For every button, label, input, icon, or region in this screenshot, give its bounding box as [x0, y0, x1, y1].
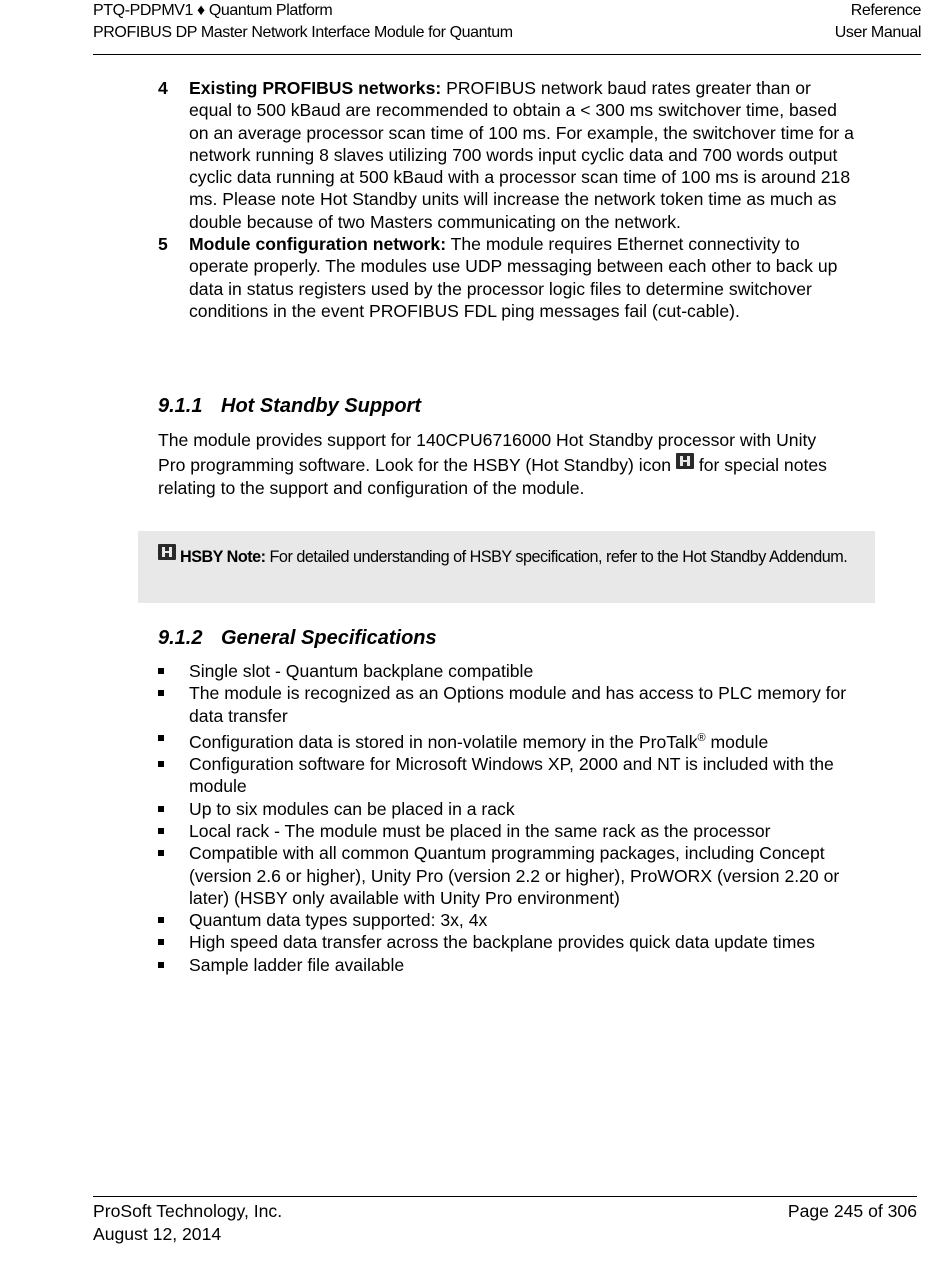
list-item: Configuration software for Microsoft Windows XP, 2000 and NT is included with the module [158, 753, 858, 798]
hot-standby-paragraph [158, 429, 848, 501]
header-product: PTQ-PDPMV1 ♦ Quantum Platform [93, 2, 333, 19]
footer-page-number: Page 245 of 306 [787, 1201, 917, 1221]
item-text: PROFIBUS network baud rates greater than or equal to 500 kBaud are recommended to obtain a < 300 ms switchover time, based on an average processor scan time of 100 ms. For example, the switchover time for a network running 8 slaves utilizing 700 words input cyclic data and 700 words output cyclic data running at 500 kBaud with a processor scan time of 100 ms is around 218 ms. Please note Hot Standby units will increase the network token time as much as double because of two Masters communicating on the network. [189, 78, 854, 232]
numbered-item [158, 77, 858, 233]
list-item: Compatible with all common Quantum programming packages, including Concept (version 2.6 or higher), Unity Pro (version 2.2 or higher), ProWORX (version 2.20 or later) (HSBY only available with Unity Pro environment) [158, 842, 858, 909]
header-section: Reference [850, 2, 921, 19]
item-title: Existing PROFIBUS networks: [189, 78, 442, 98]
section-title: General Specifications [221, 627, 437, 649]
item-title: Module configuration network: [189, 234, 447, 255]
paragraph-text: for special notes relating to the support and configuration of the module. [158, 454, 827, 498]
registered-mark: ® [697, 731, 706, 744]
list-item-text: Configuration data is stored in non-volatile memory in the ProTalk [189, 731, 698, 752]
section-heading-hot-standby [158, 393, 421, 419]
list-item: Single slot - Quantum backplane compatible [158, 660, 858, 682]
header-doc-type: User Manual [834, 24, 921, 41]
paragraph-text: The module provides support for 140CPU6716000 Hot Standby processor with Unity Pro programming software. Look for the HSBY (Hot Standby) icon [158, 430, 817, 475]
numbered-item [158, 233, 858, 322]
spec-bullet-list [158, 660, 858, 976]
item-number: 5 [158, 234, 168, 255]
item-number: 4 [158, 78, 168, 98]
header-left [93, 0, 513, 44]
list-item: High speed data transfer across the backplane provides quick data update times [158, 931, 858, 953]
note-label: HSBY Note: [180, 548, 266, 566]
list-item: Sample ladder file available [158, 954, 858, 976]
note-text [158, 544, 848, 569]
section-heading-general-specs [158, 625, 437, 651]
list-item: Up to six modules can be placed in a rack [158, 798, 858, 820]
page-footer [93, 1196, 917, 1245]
footer-date: August 12, 2014 [93, 1223, 222, 1244]
list-item [158, 727, 858, 753]
note-body: For detailed understanding of HSBY specification, refer to the Hot Standby Addendum. [269, 548, 848, 566]
section-number: 9.1.1 [158, 395, 203, 417]
header-right [835, 0, 921, 44]
footer-company: ProSoft Technology, Inc. [93, 1201, 283, 1221]
header-module: PROFIBUS DP Master Network Interface Module for Quantum [93, 24, 513, 41]
hsby-icon [158, 544, 176, 560]
hsby-note-box [138, 531, 875, 603]
numbered-list [158, 77, 858, 322]
list-item: The module is recognized as an Options module and has access to PLC memory for data transfer [158, 682, 858, 727]
page-header [93, 0, 921, 55]
hsby-icon [676, 453, 694, 469]
section-title: Hot Standby Support [221, 395, 421, 417]
section-number: 9.1.2 [158, 627, 203, 649]
list-item: Quantum data types supported: 3x, 4x [158, 909, 858, 931]
list-item-text: module [705, 731, 769, 752]
item-text: The module requires Ethernet connectivity to operate properly. The modules use UDP messaging between each other to back up data in status registers used by the processor logic files to determine switchover conditions in the event PROFIBUS FDL ping messages fail (cut-cable). [189, 234, 838, 321]
list-item: Local rack - The module must be placed in the same rack as the processor [158, 820, 858, 842]
